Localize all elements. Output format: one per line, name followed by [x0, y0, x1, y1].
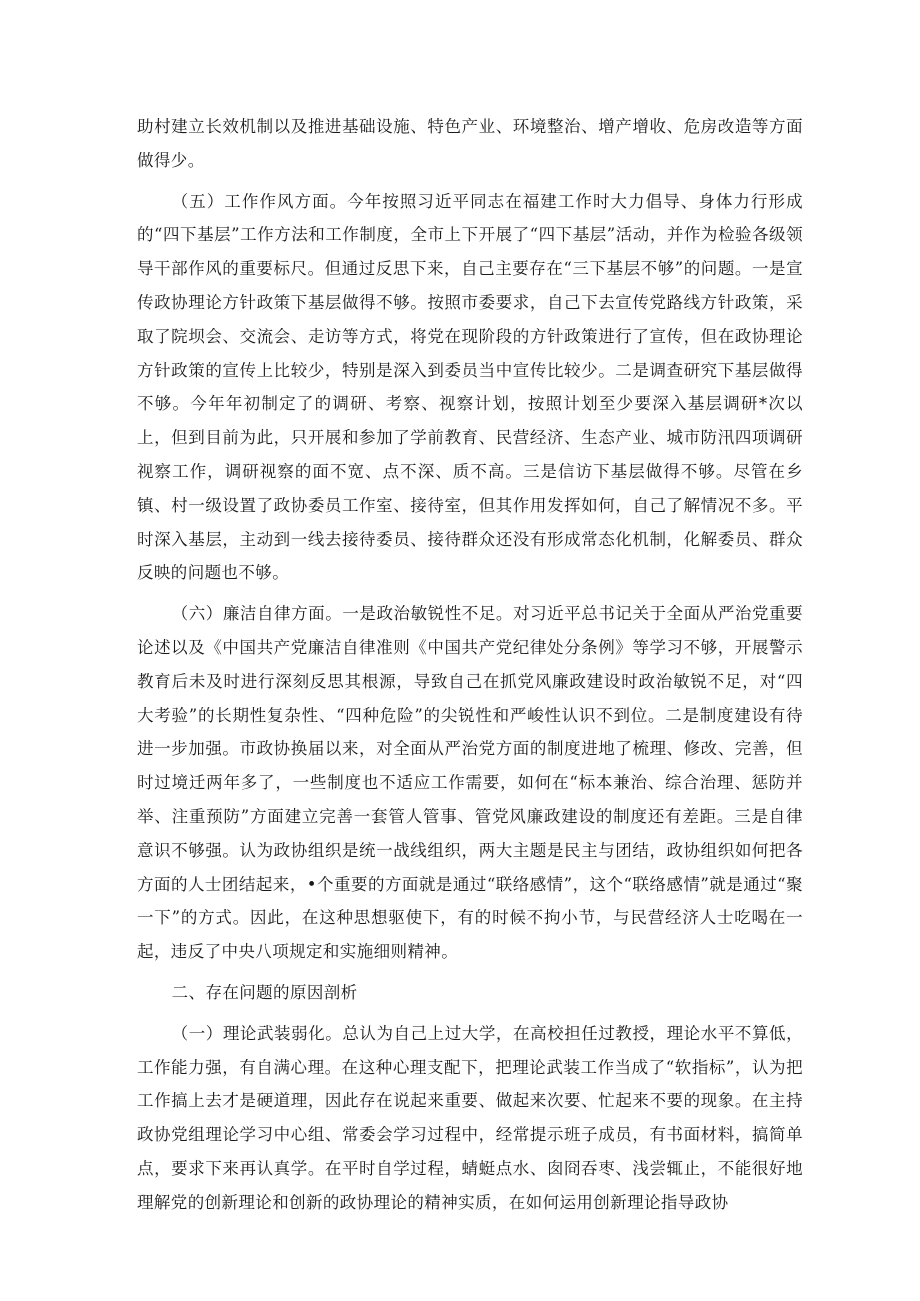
section-heading-cause-analysis: 二、存在问题的原因剖析: [171, 982, 358, 1002]
document-body: [137, 110, 803, 1220]
paragraph-work-style: （五）工作作风方面。今年按照习近平同志在福建工作时大力倡导、身体力行形成的“四下基层”工作方法和工作制度，全市上下开展了“四下基层”活动，并作为检验各级领导干部作风的重要标尺。但通过反思下来，自己主要存在“三下基层不够”的问题。一是宣传政协理论方针政策下基层做得不够。按照市委要求，自己下去宣传党路线方针政策，采取了院坝会、交流会、走访等方式，将党在现阶段的方针政策进行了宣传，但在政协理论方针政策的宣传上比较少，特别是深入到委员当中宣传比较少。二是调查研究下基层做得不够。今年年初制定了的调研、考察、视察计划，按照计划至少要深入基层调研*次以上，但到目前为此，只开展和参加了学前教育、民营经济、生态产业、城市防汛四项调研视察工作，调研视察的面不宽、点不深、质不高。三是信访下基层做得不够。尽管在乡镇、村一级设置了政协委员工作室、接待室，但其作用发挥如何，自己了解情况不多。平时深入基层，主动到一线去接待委员、接待群众还没有形成常态化机制，化解委员、群众反映的问题也不够。: [137, 191, 803, 583]
paragraph-theory: （一）理论武装弱化。总认为自己上过大学，在高校担任过教授，理论水平不算低，工作能力强，有自满心理。在这种心理支配下，把理论武装工作当成了“软指标”，认为把工作搞上去才是硬道理，因此存在说起来重要、做起来次要、忙起来不要的现象。在主持政协党组理论学习中心组、常委会学习过程中，经常提示班子成员，有书面材料，搞简单点，要求下来再认真学。在平时自学过程，蜻蜓点水、囱冏吞枣、浅尝辄止，不能很好地理解党的创新理论和创新的政协理论的精神实质，在如何运用创新理论指导政协: [137, 1023, 803, 1212]
paragraph-continuation: 助村建立长效机制以及推进基础设施、特色产业、环境整治、增产增收、危房改造等方面做得少。: [137, 117, 803, 170]
paragraph-integrity: （六）廉洁自律方面。一是政治敏锐性不足。对习近平总书记关于全面从严治党重要论述以及《中国共产党廉洁自律准则《中国共产党纪律处分条例》等学习不够，开展警示教育后未及时进行深刻反思其根源，导致自己在抓党风廉政建设时政治敏锐不足，对“四大考验”的长期性复杂性、“四种危险”的尖锐性和严峻性认识不到位。二是制度建设有待进一步加强。市政协换届以来，对全面从严治党方面的制度进地了梳理、修改、完善，但时过境迁两年多了，一些制度也不适应工作需要，如何在“标本兼治、综合治理、惩防并举、注重预防”方面建立完善一套管人管事、管党风廉政建设的制度还有差距。三是自律意识不够强。认为政协组织是统一战线组织，两大主题是民主与团结，政协组织如何把各方面的人士团结起来，•个重要的方面就是通过“联络感情”，这个“联络感情”就是通过“聚一下”的方式。因此，在这种思想驱使下，有的时候不拘小节，与民营经济人士吃喝在一起，违反了中央八项规定和实施细则精神。: [137, 604, 803, 962]
